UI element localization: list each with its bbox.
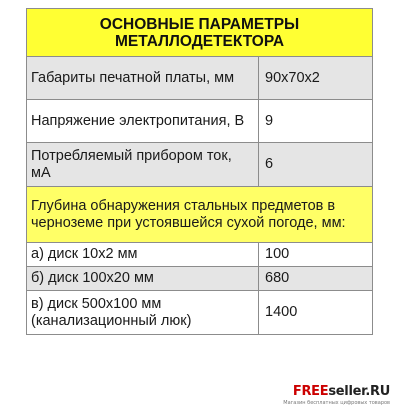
table-title-line2: МЕТАЛЛОДЕТЕКТОРА bbox=[114, 32, 285, 50]
table-row bbox=[27, 100, 373, 143]
parameters-table bbox=[26, 8, 373, 335]
table-row bbox=[27, 187, 373, 243]
row-value-current: 6 bbox=[259, 143, 373, 187]
table-row bbox=[27, 291, 373, 335]
watermark-brand-rest: seller.RU bbox=[328, 384, 390, 399]
watermark-logo bbox=[280, 384, 390, 406]
table-title-line1: ОСНОВНЫЕ ПАРАМЕТРЫ bbox=[99, 15, 300, 33]
table-row bbox=[27, 243, 373, 267]
row-value-board-size: 90х70х2 bbox=[259, 57, 373, 100]
table-row bbox=[27, 143, 373, 187]
row-label-board-size: Габариты печатной платы, мм bbox=[27, 57, 259, 100]
table-header-row bbox=[27, 9, 373, 57]
watermark-brand bbox=[280, 384, 390, 399]
table-row bbox=[27, 57, 373, 100]
row-label-disc-small: а) диск 10х2 мм bbox=[27, 243, 259, 267]
watermark-tagline: Магазин бесплатных цифровых товаров bbox=[283, 400, 390, 406]
row-label-voltage: Напряжение электропитания, В bbox=[27, 100, 259, 143]
table-title bbox=[27, 9, 373, 57]
row-value-voltage: 9 bbox=[259, 100, 373, 143]
depth-note: Глубина обнаружения стальных предметов в черноземе при устоявшейся сухой погоде, мм: bbox=[27, 187, 373, 243]
row-label-current: Потребляемый прибором ток, мА bbox=[27, 143, 259, 187]
table-row bbox=[27, 267, 373, 291]
row-value-disc-small: 100 bbox=[259, 243, 373, 267]
watermark-brand-red: FREE bbox=[292, 384, 329, 399]
row-label-disc-large: в) диск 500х100 мм (канализационный люк) bbox=[27, 291, 259, 335]
row-value-disc-medium: 680 bbox=[259, 267, 373, 291]
row-value-disc-large: 1400 bbox=[259, 291, 373, 335]
row-label-disc-medium: б) диск 100х20 мм bbox=[27, 267, 259, 291]
